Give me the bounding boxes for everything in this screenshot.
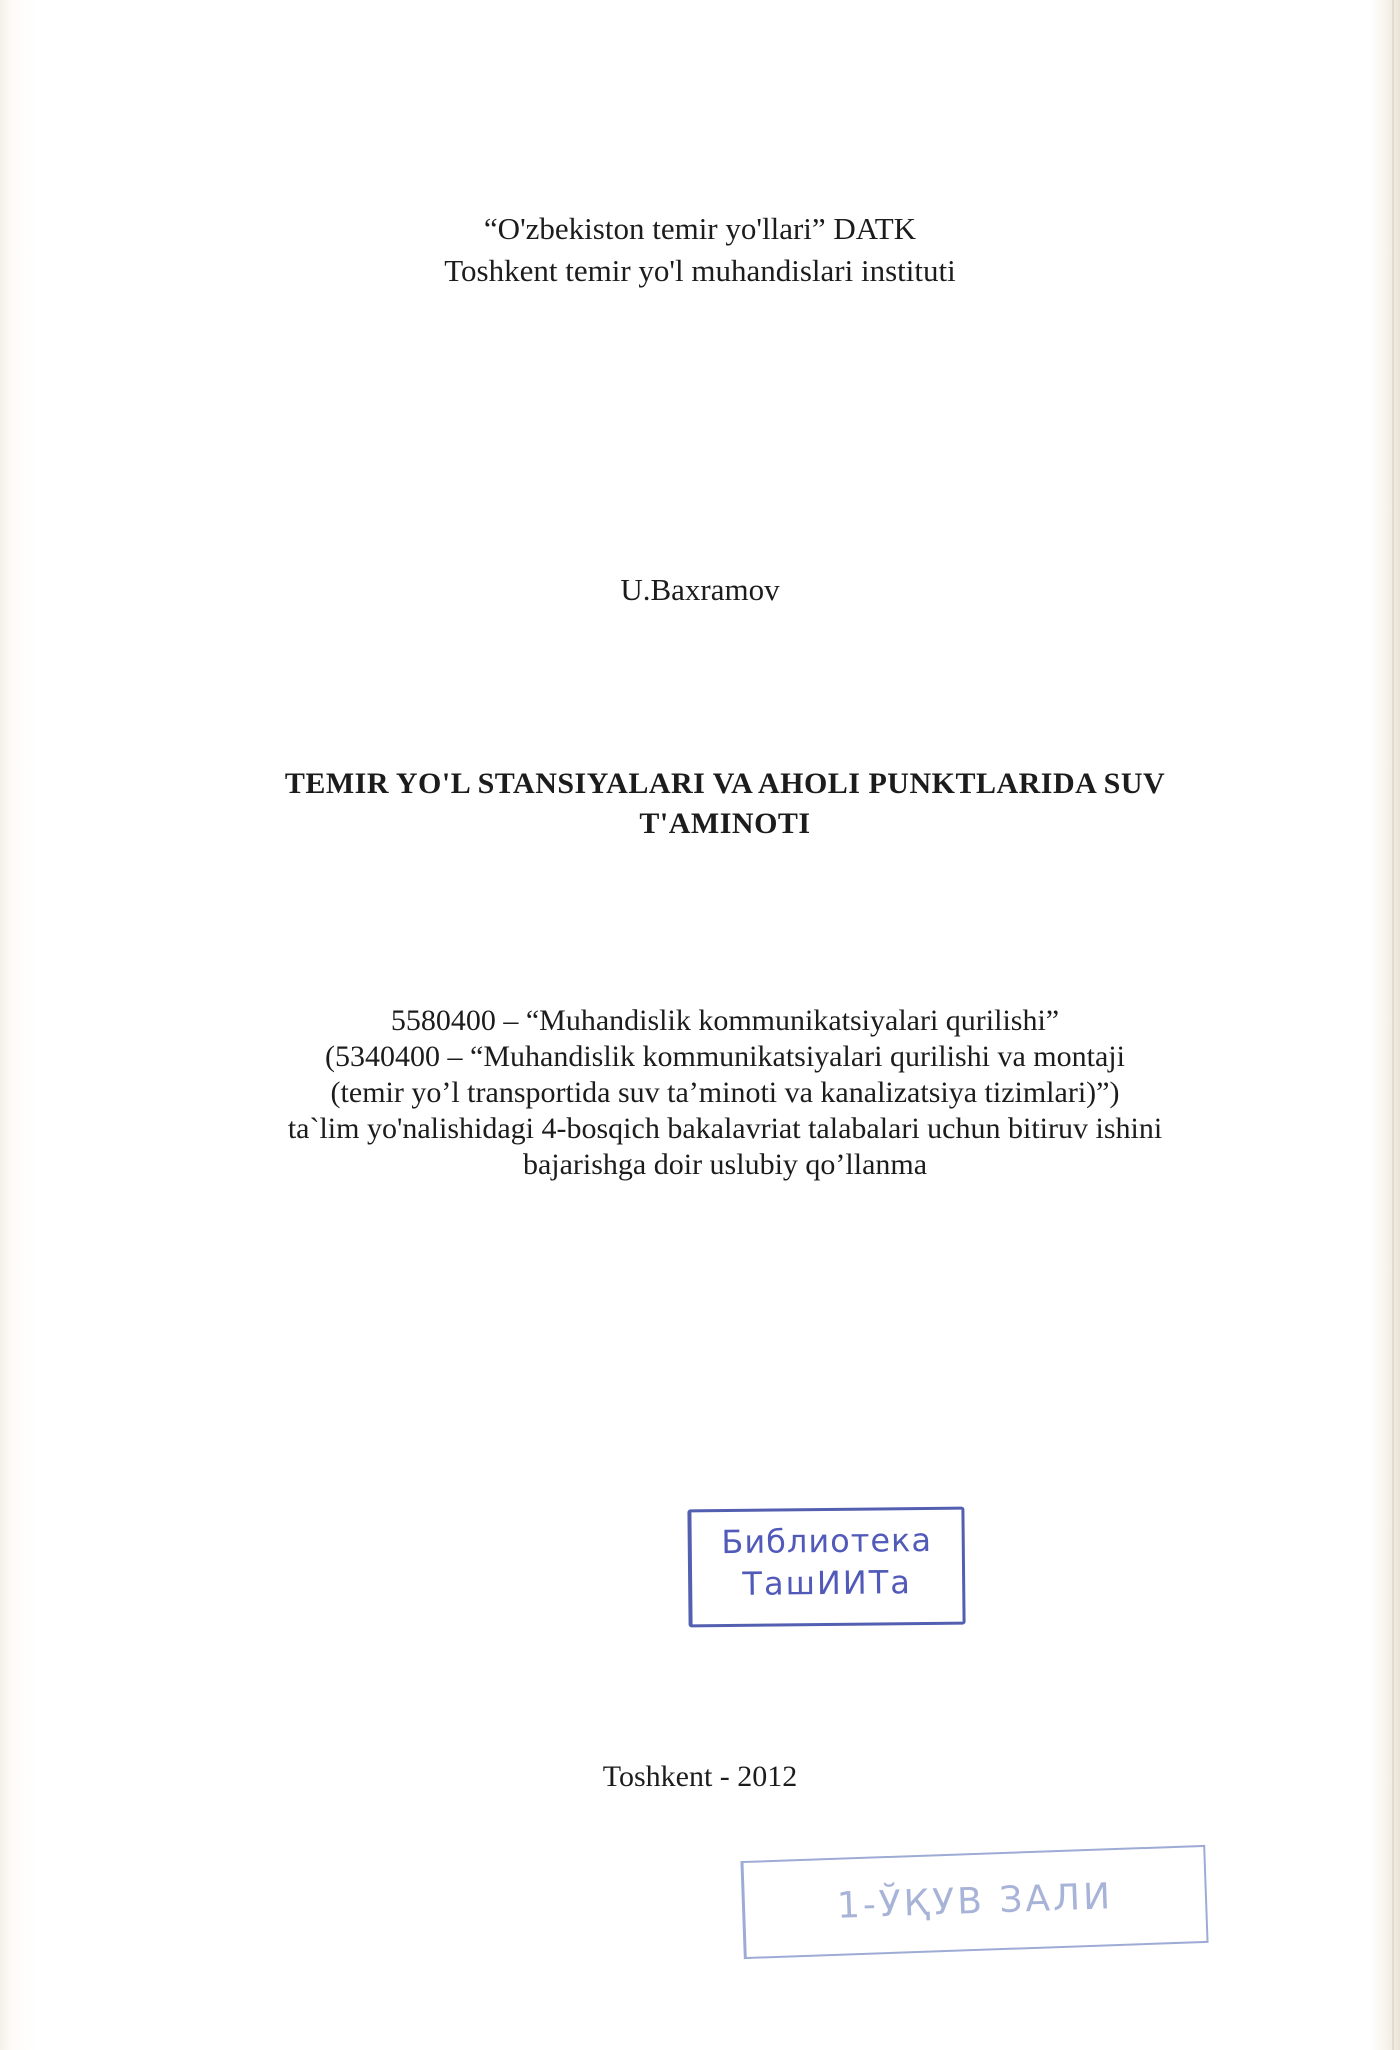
organization-line-2: Toshkent temir yo'l muhandislari instituti bbox=[444, 253, 956, 288]
library-stamp bbox=[687, 1507, 965, 1628]
reading-room-stamp: 1-ЎҚУВ ЗАЛИ bbox=[740, 1845, 1208, 1959]
description-line-4: ta`lim yo'nalishidagi 4-bosqich bakalavriat talabalari uchun bitiruv ishini bbox=[287, 1112, 1163, 1145]
city-year: Toshkent - 2012 bbox=[602, 1760, 798, 1793]
organization-header bbox=[0, 208, 1400, 292]
title-line-2: T'AMINOTI bbox=[639, 807, 811, 840]
author-name: U.Baxramov bbox=[620, 572, 780, 607]
organization-line-1: “O'zbekiston temir yo'llari” DATK bbox=[483, 211, 917, 246]
library-stamp-line-1: Библиотека bbox=[721, 1520, 933, 1562]
library-stamp-line-2: ТашИИТа bbox=[742, 1563, 913, 1603]
page-edge bbox=[1392, 0, 1394, 2050]
description-line-5: bajarishga doir uslubiy qo’llanma bbox=[522, 1148, 928, 1181]
document-title bbox=[200, 764, 1250, 844]
description-line-3: (temir yo’l transportida suv ta’minoti va kanalizatsiya tizimlari)”) bbox=[330, 1076, 1120, 1109]
document-description bbox=[180, 1003, 1270, 1183]
title-line-1: TEMIR YO'L STANSIYALARI VA AHOLI PUNKTLARIDA SUV bbox=[284, 767, 1166, 800]
description-line-1: 5580400 – “Muhandislik kommunikatsiyalari qurilishi” bbox=[390, 1004, 1060, 1037]
description-line-2: (5340400 – “Muhandislik kommunikatsiyalari qurilishi va montaji bbox=[325, 1040, 1125, 1073]
